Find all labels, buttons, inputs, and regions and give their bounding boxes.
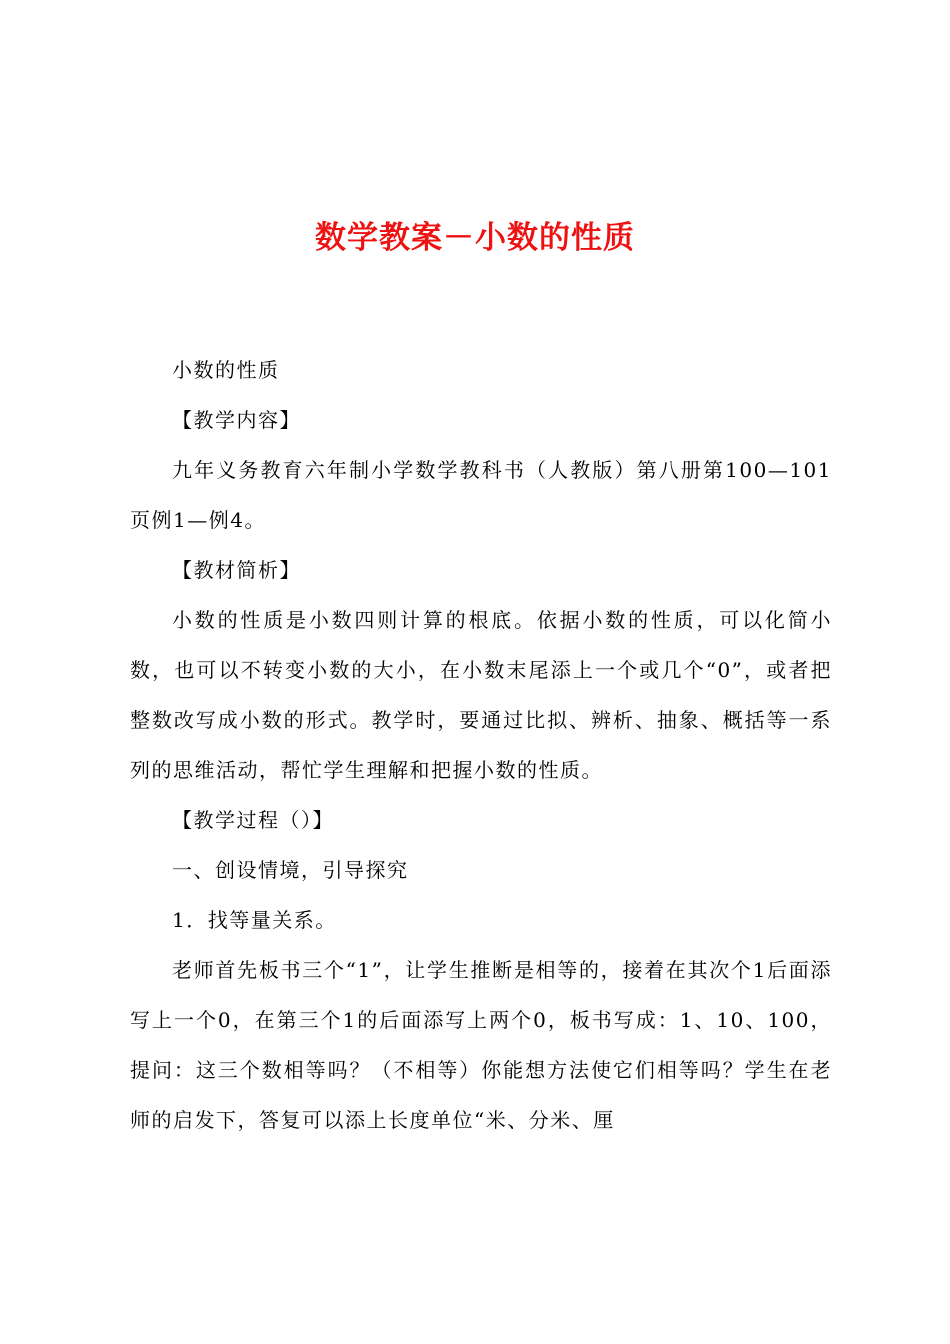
paragraph-teacher-board: 老师首先板书三个“1”，让学生推断是相等的，接着在其次个1后面添写上一个0，在第三个1的后面添写上两个0，板书写成：1、10、100，提问：这三个数相等吗？（不相等）你能想方法使它们相等吗？学生在老师的启发下，答复可以添上长度单位“米、分米、厘	[130, 958, 832, 1132]
paragraph-subtitle: 小数的性质	[172, 358, 280, 382]
paragraph-step-one-heading: 一、创设情境，引导探究	[172, 858, 409, 882]
document-title: 数学教案－小数的性质	[315, 220, 635, 256]
section-heading-material-analysis: 【教材简析】	[172, 558, 301, 582]
paragraph-textbook-reference: 九年义务教育六年制小学数学教科书（人教版）第八册第100—101页例1—例4。	[130, 458, 832, 532]
section-heading-teaching-content: 【教学内容】	[172, 408, 301, 432]
paragraph-find-equal-relation: 1．找等量关系。	[172, 908, 337, 932]
paragraph-material-analysis: 小数的性质是小数四则计算的根底。依据小数的性质，可以化简小数，也可以不转变小数的大小，在小数末尾添上一个或几个“0”，或者把整数改写成小数的形式。教学时，要通过比拟、辨析、抽象、概括等一系列的思维活动，帮忙学生理解和把握小数的性质。	[130, 608, 832, 782]
document-body	[130, 345, 832, 1145]
section-heading-teaching-process: 【教学过程（）】	[172, 808, 334, 832]
